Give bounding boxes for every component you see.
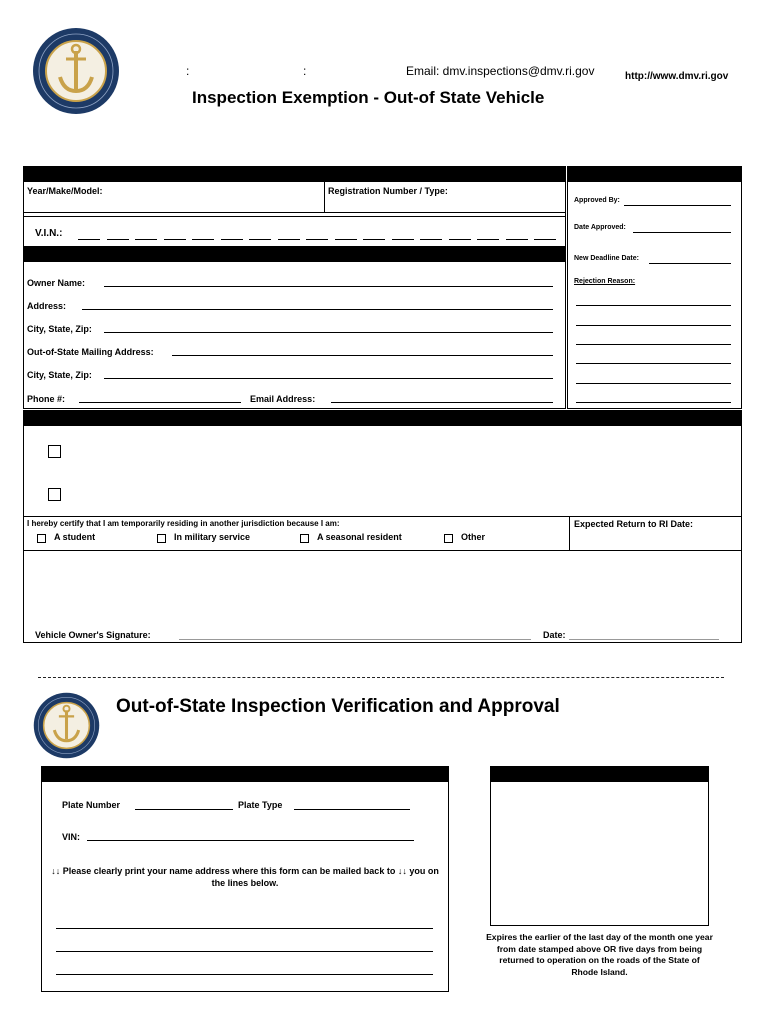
page-title: Inspection Exemption - Out-of State Vehicle	[192, 88, 545, 107]
divider	[23, 212, 566, 213]
mailing-line[interactable]	[56, 928, 433, 929]
mailing-instruction: ↓↓ Please clearly print your name address where this form can be mailed back to ↓↓ you on the lines below.	[51, 866, 439, 888]
date-approved-label: Date Approved:	[574, 224, 626, 231]
vin-character-slot[interactable]	[78, 239, 100, 240]
header-colon-1: :	[186, 64, 190, 78]
phone-label: Phone #:	[27, 394, 66, 404]
vin-character-slot[interactable]	[221, 239, 243, 240]
student-option-label: A student	[54, 532, 96, 542]
state-seal-logo	[32, 27, 120, 115]
military-option-label: In military service	[174, 532, 251, 542]
vin-label: V.I.N.:	[35, 228, 63, 239]
vin-character-slot[interactable]	[363, 239, 385, 240]
vin-character-slot[interactable]	[335, 239, 357, 240]
mailing-address-field[interactable]	[172, 355, 553, 356]
signature-date-label: Date:	[543, 630, 566, 640]
rejection-reason-label: Rejection Reason:	[574, 278, 636, 285]
mailing-line[interactable]	[56, 974, 433, 975]
new-deadline-field[interactable]	[649, 263, 731, 264]
state-seal-logo-small	[33, 692, 100, 759]
reason-checkbox-1[interactable]	[48, 445, 61, 458]
rejection-line[interactable]	[576, 325, 731, 326]
vin-character-slot[interactable]	[135, 239, 157, 240]
military-checkbox[interactable]	[157, 534, 166, 543]
rejection-line[interactable]	[576, 383, 731, 384]
expected-return-label: Expected Return to RI Date:	[574, 519, 694, 529]
vin-character-slot[interactable]	[306, 239, 328, 240]
owner-name-field[interactable]	[104, 286, 553, 287]
student-checkbox[interactable]	[37, 534, 46, 543]
vin-character-slot[interactable]	[449, 239, 471, 240]
city-state-zip-field-2[interactable]	[104, 378, 553, 379]
owner-name-label: Owner Name:	[27, 278, 86, 288]
other-option-label: Other	[461, 532, 486, 542]
address-label: Address:	[27, 301, 67, 311]
seasonal-option-label: A seasonal resident	[317, 532, 402, 542]
approved-by-label: Approved By:	[574, 197, 620, 204]
vin-character-slot[interactable]	[506, 239, 528, 240]
vin-character-slot[interactable]	[534, 239, 556, 240]
phone-field[interactable]	[79, 402, 241, 403]
vin-input-field[interactable]	[78, 239, 563, 243]
section-bar-owner	[23, 246, 566, 262]
vin-character-slot[interactable]	[107, 239, 129, 240]
vin-character-slot[interactable]	[392, 239, 414, 240]
mailing-address-label: Out-of-State Mailing Address:	[27, 347, 154, 357]
signature-label: Vehicle Owner's Signature:	[35, 630, 151, 640]
city-state-zip-field[interactable]	[104, 332, 553, 333]
vin-character-slot[interactable]	[420, 239, 442, 240]
rejection-line[interactable]	[576, 402, 731, 403]
divider	[569, 516, 570, 551]
city-state-zip-label: City, State, Zip:	[27, 324, 92, 334]
plate-number-field[interactable]	[135, 809, 233, 810]
reason-checkbox-2[interactable]	[48, 488, 61, 501]
signature-field[interactable]	[179, 639, 531, 640]
city-state-zip-label-2: City, State, Zip:	[27, 370, 92, 380]
other-checkbox[interactable]	[444, 534, 453, 543]
cut-line	[38, 677, 724, 678]
email-field[interactable]	[331, 402, 553, 403]
expiration-note: Expires the earlier of the last day of the month one year from date stamped above OR five days from being returned to operation on the roads of the State of Rhode Island.	[486, 932, 713, 977]
email-label: Email Address:	[250, 394, 316, 404]
rejection-line[interactable]	[576, 305, 731, 306]
rejection-line[interactable]	[576, 344, 731, 345]
vin-character-slot[interactable]	[249, 239, 271, 240]
seasonal-checkbox[interactable]	[300, 534, 309, 543]
verification-title: Out-of-State Inspection Verification and Approval	[116, 696, 560, 717]
reason-box	[23, 410, 742, 517]
rejection-line[interactable]	[576, 363, 731, 364]
header-website: http://www.dmv.ri.gov	[625, 71, 729, 82]
registration-label: Registration Number / Type:	[328, 186, 448, 196]
vin-character-slot[interactable]	[477, 239, 499, 240]
year-make-model-label: Year/Make/Model:	[27, 186, 103, 196]
date-approved-field[interactable]	[633, 232, 731, 233]
header-colon-2: :	[303, 64, 307, 78]
plate-type-label: Plate Type	[238, 800, 283, 810]
plate-type-field[interactable]	[294, 809, 410, 810]
divider	[23, 216, 566, 217]
vin-character-slot[interactable]	[192, 239, 214, 240]
stamp-box	[490, 766, 709, 926]
certify-statement: I hereby certify that I am temporarily residing in another jurisdiction because I am:	[27, 519, 340, 528]
new-deadline-label: New Deadline Date:	[574, 255, 639, 262]
header-email: Email: dmv.inspections@dmv.ri.gov	[406, 64, 595, 78]
mailing-line[interactable]	[56, 951, 433, 952]
vin-character-slot[interactable]	[164, 239, 186, 240]
divider	[324, 182, 325, 212]
vin-character-slot[interactable]	[278, 239, 300, 240]
signature-date-field[interactable]	[569, 639, 719, 640]
plate-number-label: Plate Number	[62, 800, 121, 810]
verification-vin-field[interactable]	[87, 840, 414, 841]
approved-by-field[interactable]	[624, 205, 731, 206]
address-field[interactable]	[82, 309, 553, 310]
verification-vin-label: VIN:	[62, 832, 80, 842]
vehicle-owner-box	[23, 166, 566, 409]
